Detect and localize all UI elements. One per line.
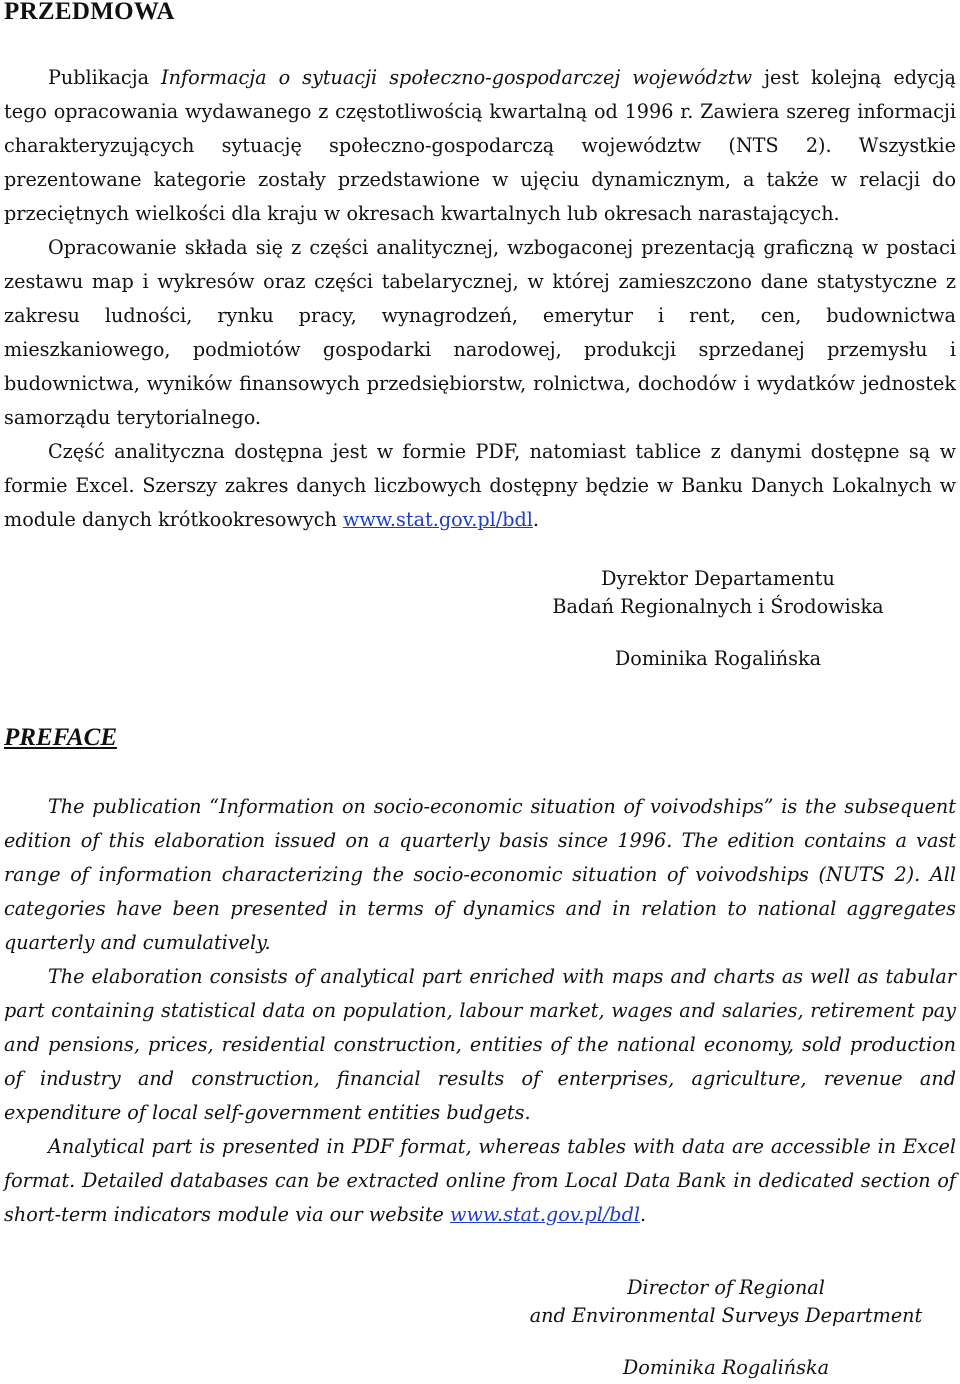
signature-name: Dominika Rogalińska — [622, 1356, 830, 1379]
heading-preface: PREFACE — [4, 724, 118, 751]
polish-paragraph-1: Publikacja Informacja o sytuacji społeczno-gospodarczej województw jest kolejną edycją tego opracowania wydawanego z częstotliwością kwartalną od 1996 r. Zawiera szereg informacji charakteryzujących sytuację społeczno-gospodarczą województw (NTS 2). Wszystkie prezentowane kategorie zostały przedstawione w ujęciu dynamicznym, a także w relacji do przeciętnych wielkości dla kraju w okresach kwartalnych lub okresach narastających. — [4, 66, 956, 225]
signature-title-line-2: and Environmental Surveys Department — [529, 1304, 923, 1327]
signature-name: Dominika Rogalińska — [614, 647, 822, 670]
english-signature — [500, 1274, 952, 1382]
english-paragraph-1: The publication “Information on socio-economic situation of voivodships” is the subsequent edition of this elaboration issued on a quarterly basis since 1996. The edition contains a vast range of information characterizing the socio-economic situation of voivodships (NUTS 2). All categories have been presented in terms of dynamics and in relation to national aggregates quarterly and cumulatively. — [4, 795, 956, 954]
heading-przedmowa: PRZEDMOWA — [4, 0, 175, 25]
polish-signature — [520, 565, 916, 673]
polish-paragraph-3: Część analityczna dostępna jest w formie PDF, natomiast tablice z danymi dostępne są w formie Excel. Szerszy zakres danych liczbowych dostępny będzie w Banku Danych Lokalnych w module danych krótkookresowych www.stat.gov.pl/bdl. — [4, 440, 956, 531]
signature-title-line-2: Badań Regionalnych i Środowiska — [552, 595, 884, 618]
signature-title-line-1: Director of Regional — [627, 1276, 825, 1299]
publication-title: Informacja o sytuacji społeczno-gospodarczej województw — [161, 66, 753, 89]
bdl-link-polish[interactable]: www.stat.gov.pl/bdl — [342, 508, 533, 531]
signature-title-line-1: Dyrektor Departamentu — [601, 567, 835, 590]
english-paragraph-3: Analytical part is presented in PDF format, whereas tables with data are accessible in Excel format. Detailed databases can be extracted online from Local Data Bank in dedicated section of short-term indicators module via our website www.stat.gov.pl/bdl. — [4, 1135, 956, 1226]
polish-paragraph-2: Opracowanie składa się z części analitycznej, wzbogaconej prezentacją graficzną w postaci zestawu map i wykresów oraz części tabelarycznej, w której zamieszczono dane statystyczne z zakresu ludności, rynku pracy, wynagrodzeń, emerytur i rent, cen, budownictwa mieszkaniowego, podmiotów gospodarki narodowej, produkcji sprzedanej przemysłu i budownictwa, wyników finansowych przedsiębiorstw, rolnictwa, dochodów i wydatków jednostek samorządu terytorialnego. — [4, 236, 956, 429]
english-body — [4, 790, 956, 1232]
english-paragraph-2: The elaboration consists of analytical part enriched with maps and charts as well as tabular part containing statistical data on population, labour market, wages and salaries, retirement pay and pensions, prices, residential construction, entities of the national economy, sold production of industry and construction, financial results of enterprises, agriculture, revenue and expenditure of local self-government entities budgets. — [4, 965, 956, 1124]
polish-body — [4, 61, 956, 537]
bdl-link-english[interactable]: www.stat.gov.pl/bdl — [450, 1203, 641, 1226]
